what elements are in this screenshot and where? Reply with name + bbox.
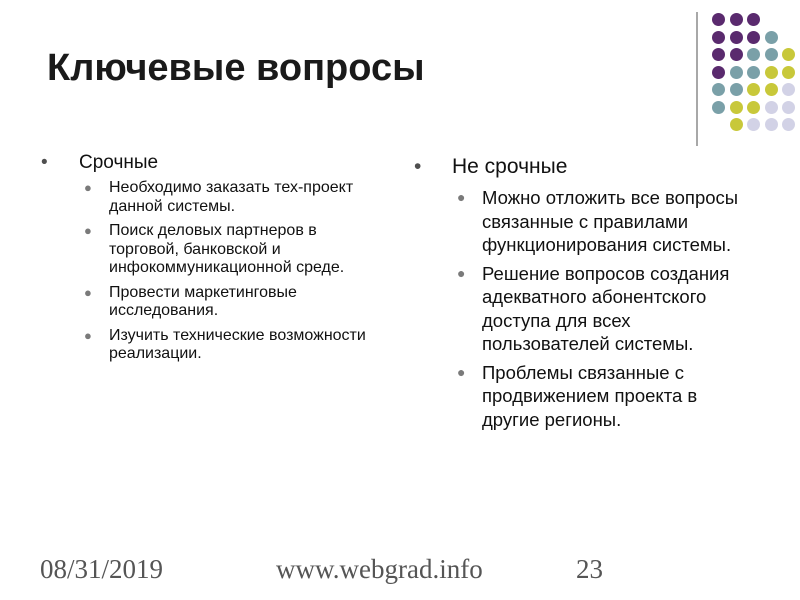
- decorative-dot: [712, 31, 725, 44]
- slide-number: 23: [576, 554, 603, 584]
- decorative-dot: [730, 83, 743, 96]
- decorative-dot: [747, 13, 760, 26]
- footer-date: 08/31/2019: [40, 554, 164, 584]
- decorative-dot: [747, 48, 760, 61]
- decorative-dot: [765, 83, 778, 96]
- decorative-dot: [712, 101, 725, 114]
- right-heading-item: [413, 154, 758, 179]
- decorative-dot: [765, 101, 778, 114]
- left-column: [40, 152, 390, 370]
- decorative-dot: [730, 13, 743, 26]
- list-item-text: Проблемы связанные с продвижением проекта в другие регионы.: [482, 361, 698, 430]
- decorative-dot: [747, 31, 760, 44]
- list-item: [40, 179, 390, 216]
- left-heading-item: [40, 152, 390, 174]
- decorative-dot: [747, 66, 760, 79]
- list-item: [413, 361, 758, 432]
- decorative-dot: [747, 118, 760, 131]
- list-item: [40, 284, 390, 321]
- bullet-icon: ●: [84, 327, 92, 343]
- bullet-icon: •: [414, 155, 422, 178]
- right-column: [413, 154, 758, 436]
- decorative-dot: [782, 66, 795, 79]
- decorative-dot: [747, 83, 760, 96]
- decorative-dot: [730, 48, 743, 61]
- bullet-icon: ●: [457, 363, 466, 380]
- bullet-icon: ●: [457, 189, 466, 205]
- list-item-text: Поиск деловых партнеров в торговой, банковской и инфокоммуникационной среде.: [109, 222, 345, 276]
- list-item-text: Провести маркетинговые исследования.: [109, 283, 297, 319]
- decorative-divider-line: [696, 12, 698, 146]
- list-item: [40, 222, 390, 278]
- decorative-dot: [765, 48, 778, 61]
- list-item: [40, 327, 390, 364]
- decorative-dot: [782, 118, 795, 131]
- decorative-dot: [712, 48, 725, 61]
- decorative-dot: [730, 66, 743, 79]
- bullet-icon: ●: [84, 180, 92, 195]
- bullet-icon: ●: [84, 284, 92, 300]
- decorative-dot: [712, 13, 725, 26]
- left-heading: Срочные: [79, 152, 159, 173]
- decorative-dot: [765, 31, 778, 44]
- right-heading: Не срочные: [452, 155, 568, 178]
- slide-title: Ключевые вопросы: [47, 47, 425, 89]
- decorative-dot: [747, 101, 760, 114]
- list-item-text: Решение вопросов создания адекватного абонентского доступа для всех пользователей системы.: [482, 262, 730, 354]
- decorative-dot: [765, 66, 778, 79]
- footer-url: www.webgrad.info: [276, 554, 483, 584]
- decorative-dot: [730, 31, 743, 44]
- right-sublist: [413, 186, 758, 431]
- list-item-text: Можно отложить все вопросы связанные с правилами функционирования системы.: [482, 187, 739, 255]
- list-item-text: Необходимо заказать тех-проект данной системы.: [109, 179, 354, 215]
- decorative-dot: [765, 118, 778, 131]
- decorative-dot: [712, 83, 725, 96]
- decorative-dot: [712, 66, 725, 79]
- bullet-icon: ●: [457, 264, 466, 281]
- list-item: [413, 262, 758, 356]
- decorative-dot: [782, 48, 795, 61]
- decorative-dot: [730, 101, 743, 114]
- list-item-text: Изучить технические возможности реализации.: [109, 326, 366, 362]
- bullet-icon: •: [41, 152, 48, 173]
- decorative-dot: [782, 83, 795, 96]
- decorative-dot: [782, 101, 795, 114]
- list-item: [413, 186, 758, 257]
- bullet-icon: ●: [84, 223, 92, 238]
- decorative-dot: [730, 118, 743, 131]
- left-sublist: [40, 179, 390, 364]
